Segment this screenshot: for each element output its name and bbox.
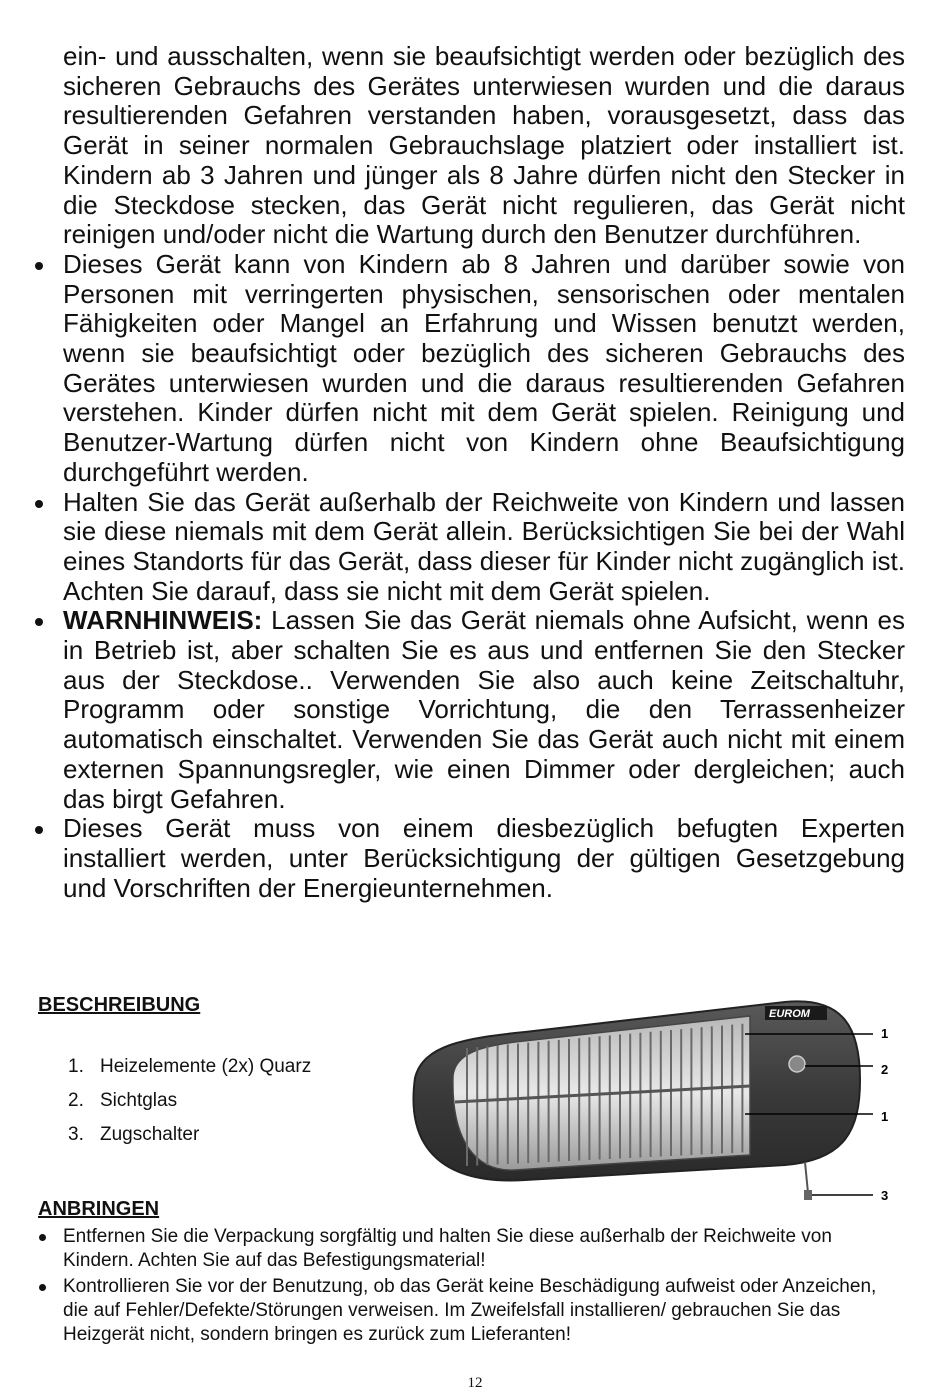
- bullet-icon: [35, 826, 43, 834]
- callout-1-bottom: 1: [881, 1109, 889, 1124]
- safety-list: [63, 250, 905, 903]
- list-item: Dieses Gerät kann von Kindern ab 8 Jahren und darüber sowie von Personen mit verringerten physischen, sensorischen oder mentalen Fähigkeiten oder Mangel an Erfahrung und Wissen benutzt werden, wenn sie beaufsichtigt oder bezüglich des sicheren Gebrauchs des Gerätes unterwiesen wurden und die daraus resultierenden Gefahren verstehen. Kinder dürfen nicht mit dem Gerät spielen. Reinigung und Benutzer-Wartung dürfen nicht von Kindern ohne Beaufsichtigung durchgeführt werden.: [63, 250, 905, 488]
- parts-list: [68, 1052, 311, 1154]
- list-item: Kontrollieren Sie vor der Benutzung, ob das Gerät keine Beschädigung aufweist oder Anzeichen, die auf Fehler/Defekte/Störungen verweisen. Im Zweifelsfall installieren/ gebrauchen Sie das Heizgerät nicht, sondern bringen es zurück zum Lieferanten!: [63, 1275, 905, 1347]
- bullet-icon: [35, 262, 43, 270]
- eurom-logo: [765, 1006, 827, 1020]
- list-item: 3. Zugschalter: [68, 1124, 200, 1145]
- warning-label: WARNHINWEIS:: [63, 605, 263, 636]
- description-heading: BESCHREIBUNG: [38, 994, 201, 1016]
- pull-cord-knob: [804, 1190, 812, 1200]
- list-item: 2. Sichtglas: [68, 1090, 178, 1111]
- intro-paragraph: ein- und ausschalten, wenn sie beaufsichtigt werden oder bezüglich des sicheren Gebrauchs des Gerätes unterwiesen wurden und die daraus resultierenden Gefahren verstanden haben, vorausgesetzt, dass das Gerät in seiner normalen Gebrauchslage platziert oder installiert ist. Kindern ab 3 Jahren und jünger als 8 Jahre dürfen nicht den Stecker in die Steckdose stecken, das Gerät nicht regulieren, das Gerät nicht reinigen und/oder nicht die Wartung durch den Benutzer durchführen.: [63, 41, 905, 250]
- list-item: 1. Heizelemente (2x) Quarz: [68, 1056, 312, 1077]
- bullet-icon: [39, 1284, 46, 1291]
- callout-1-top: 1: [881, 1026, 889, 1041]
- bullet-icon: [35, 618, 43, 626]
- mounting-heading: ANBRINGEN: [38, 1198, 160, 1220]
- bullet-icon: [35, 500, 43, 508]
- list-item: Dieses Gerät muss von einem diesbezüglich befugten Experten installiert werden, unter Berücksichtigung der gültigen Gesetzgebung und Vorschriften der Energieunternehmen.: [63, 814, 905, 903]
- callout-3: 3: [881, 1188, 889, 1203]
- safety-text-block: [63, 42, 905, 903]
- bullet-icon: [39, 1234, 46, 1241]
- indicator-window: [789, 1056, 805, 1072]
- list-item: WARNHINWEIS: Lassen Sie das Gerät niemals ohne Aufsicht, wenn es in Betrieb ist, aber schalten Sie es aus und entfernen Sie den Stecker aus der Steckdose.. Verwenden Sie also auch keine Zeitschaltuhr, Programm oder sonstige Vorrichtung, die den Terrassenheizer automatisch einschaltet. Verwenden Sie das Gerät auch nicht mit einem externen Spannungsregler, wie einen Dimmer oder dergleichen; auch das birgt Gefahren.: [63, 606, 905, 814]
- list-item: Halten Sie das Gerät außerhalb der Reichweite von Kindern und lassen sie diese niemals mit dem Gerät allein. Berücksichtigen Sie bei der Wahl eines Standorts für das Gerät, dass dieser für Kinder nicht zugänglich ist. Achten Sie darauf, dass sie nicht mit dem Gerät spielen.: [63, 488, 905, 607]
- heater-illustration: [405, 990, 905, 1205]
- pull-cord: [805, 1162, 808, 1193]
- svg-text:EUROM: EUROM: [769, 1008, 810, 1020]
- list-item: Entfernen Sie die Verpackung sorgfältig und halten Sie diese außerhalb der Reichweite von Kindern. Achten Sie auf das Befestigungsmaterial!: [63, 1225, 905, 1273]
- page-number: 12: [467, 1375, 483, 1391]
- mounting-list: [63, 1225, 905, 1349]
- callout-2: 2: [881, 1062, 889, 1077]
